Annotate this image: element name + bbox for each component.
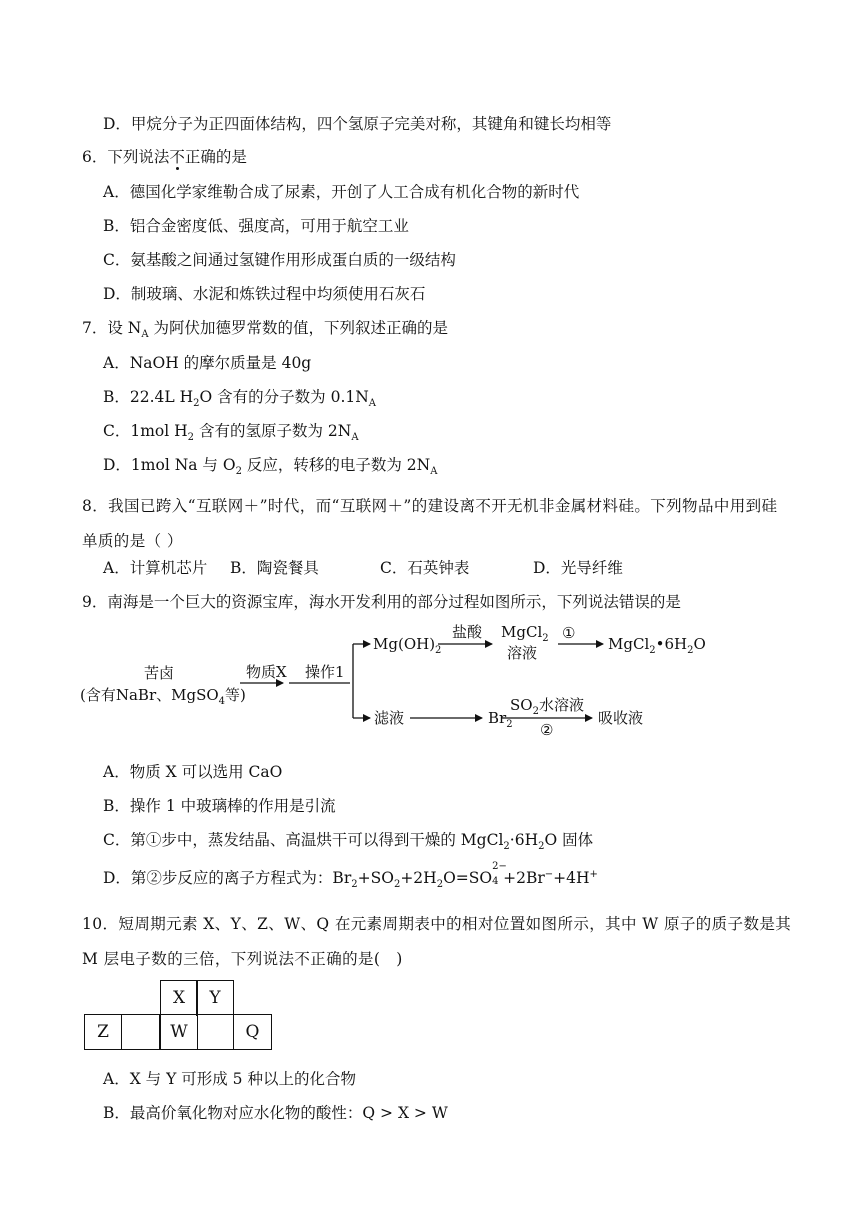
q5-option-d: D．甲烷分子为正四面体结构，四个氢原子完美对称，其键角和键长均相等	[103, 115, 612, 133]
q6-emphasis-not: 不	[169, 148, 185, 166]
cell-z: Z	[84, 1014, 122, 1050]
q7-option-a: A．NaOH 的摩尔质量是 40g	[103, 354, 312, 372]
flow-product: $MgCl_2•6H_2O$	[608, 635, 706, 656]
q8-stem: 8．我国已跨入“互联网＋”时代，而“互联网＋”的建设离不开无机非金属材料硅。下列物品中用到硅单质的是（ ）	[82, 497, 778, 550]
q6-stem-pre: 6．下列说法	[82, 148, 170, 166]
q9-flow-diagram	[80, 620, 706, 745]
cell-w: W	[160, 1014, 198, 1050]
cell-empty-1	[122, 1014, 160, 1050]
q8-option-c: C．石英钟表	[380, 559, 470, 577]
q8-option-b: B．陶瓷餐具	[230, 559, 319, 577]
q6-stem	[82, 147, 247, 167]
q9-option-a: A．物质 X 可以选用 CaO	[103, 763, 283, 781]
cell-empty-2	[196, 1014, 234, 1050]
flow-so2-solution: $SO_2$水溶液	[510, 696, 584, 717]
q10-option-b: B．最高价氧化物对应水化物的酸性：Q > X > W	[103, 1104, 448, 1122]
flow-br2: $Br_2$	[488, 709, 513, 730]
q9-stem: 9．南海是一个巨大的资源宝库，海水开发利用的部分过程如图所示，下列说法错误的是	[82, 593, 681, 611]
q9-option-c: C．第①步中，蒸发结晶、高温烘干可以得到干燥的 $MgCl_2\cdot 6H_2O$ 固体	[103, 831, 594, 853]
flow-source: 苦卤	[144, 664, 175, 682]
flow-mgcl2: MgCl$_2$	[501, 623, 549, 644]
q10-stem: 10．短周期元素 X、Y、Z、W、Q 在元素周期表中的相对位置如图所示，其中 W 原子的质子数是其 M 层电子数的三倍，下列说法不正确的是( )	[82, 915, 792, 968]
q7-option-b: B．22.4L $H_2O$ 含有的分子数为 $0.1N_A$	[103, 388, 377, 410]
flow-step-1: ①	[562, 624, 576, 642]
q6-option-b: B．铝合金密度低、强度高，可用于航空工业	[103, 217, 409, 235]
q8-option-a: A．计算机芯片	[103, 559, 208, 577]
cell-x: X	[160, 980, 198, 1016]
flow-solution: 溶液	[507, 644, 538, 662]
q7-option-d: D．1mol Na 与 $O_2$ 反应，转移的电子数为 $2N_A$	[103, 456, 438, 478]
cell-q: Q	[234, 1014, 272, 1050]
q7-option-c: C．1mol $H_2$ 含有的氢原子数为 $2N_A$	[103, 422, 359, 444]
q6-option-d: D．制玻璃、水泥和炼铁过程中均须使用石灰石	[103, 285, 426, 303]
q6-option-c: C．氨基酸之间通过氢键作用形成蛋白质的一级结构	[103, 251, 456, 269]
flow-absorption-liquid: 吸收液	[598, 709, 644, 727]
cell-y: Y	[196, 980, 234, 1016]
flow-source-note: (含有NaBr、MgSO$_4$等)	[80, 686, 246, 707]
q6-stem-post: 正确的是	[184, 148, 247, 166]
flow-substance-x: 物质X	[246, 663, 287, 681]
q10-option-a: A．X 与 Y 可形成 5 种以上的化合物	[103, 1070, 356, 1088]
flow-hcl: 盐酸	[452, 623, 483, 641]
q9-option-b: B．操作 1 中玻璃棒的作用是引流	[103, 797, 336, 815]
flow-operation-1: 操作1	[305, 663, 345, 681]
q7-stem: 7．设 $N_A$ 为阿伏加德罗常数的值，下列叙述正确的是	[82, 319, 449, 341]
q8-option-d: D．光导纤维	[533, 559, 623, 577]
q6-option-a: A．德国化学家维勒合成了尿素，开创了人工合成有机化合物的新时代	[103, 183, 580, 201]
flow-step-2: ②	[540, 721, 554, 739]
flow-mgoh2: $Mg(OH)_2$	[373, 635, 442, 656]
flow-filtrate: 滤液	[374, 709, 405, 727]
q9-option-d: D．第②步反应的离子方程式为：$Br_2+SO_2+2H_2O=SO$ 2− 4 +2Br−+4H+	[103, 861, 598, 891]
